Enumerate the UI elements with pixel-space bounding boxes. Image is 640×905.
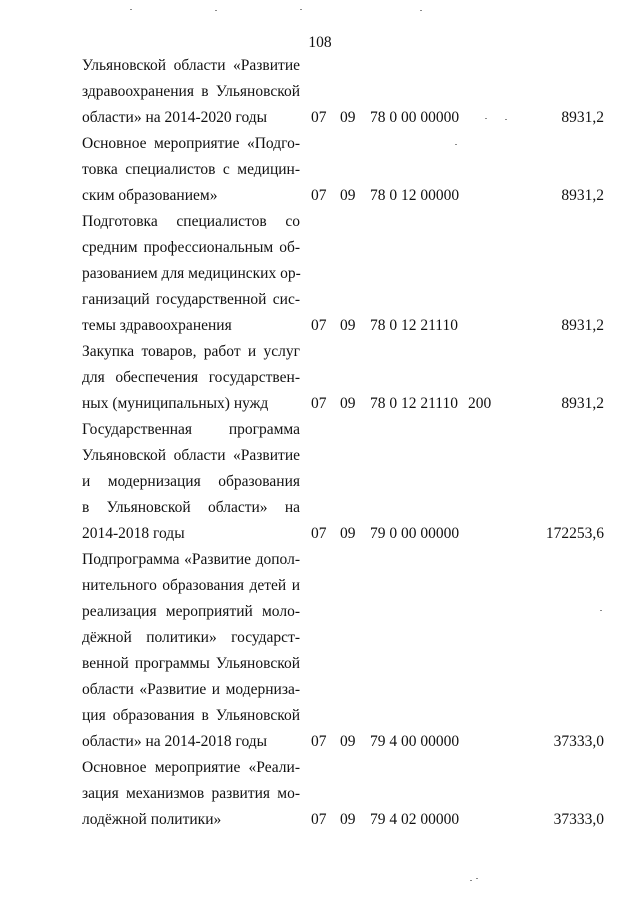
description-line: дёжной политики» государст- — [82, 629, 300, 646]
description-line: здравоохранения в Ульяновской — [82, 83, 300, 100]
amount: 37333,0 — [553, 811, 604, 828]
amount: 37333,0 — [553, 733, 604, 750]
description-line: Ульяновской области «Развитие — [82, 57, 300, 74]
subsection-code: 09 — [340, 109, 356, 126]
description-line: Основное мероприятие «Реали- — [82, 759, 300, 776]
description-line: нительного образования детей и — [82, 577, 300, 594]
section-code: 07 — [311, 395, 327, 412]
target-article-code: 78 0 12 00000 — [370, 187, 460, 204]
amount: 8931,2 — [561, 187, 604, 204]
description-line: реализация мероприятий моло- — [82, 603, 300, 620]
description-line: области» на 2014-2020 годы — [82, 109, 268, 126]
section-code: 07 — [311, 525, 327, 542]
section-code: 07 — [311, 733, 327, 750]
subsection-code: 09 — [340, 317, 356, 334]
scan-speck — [485, 118, 487, 119]
description-line: Государственная программа — [82, 421, 300, 438]
description-line: Подпрограмма «Развитие допол- — [82, 551, 300, 568]
description-line: товка специалистов с медицин- — [82, 161, 300, 178]
target-article-code: 78 0 00 00000 — [370, 109, 460, 126]
target-article-code: 79 0 00 00000 — [370, 525, 460, 542]
row-description — [82, 417, 300, 547]
section-code: 07 — [311, 317, 327, 334]
row-description — [82, 209, 300, 339]
description-line: ганизаций государственной сис- — [82, 291, 300, 308]
row-description — [82, 547, 300, 755]
scan-speck — [505, 119, 507, 120]
page-number: 108 — [308, 34, 332, 51]
row-description — [82, 755, 300, 833]
scan-speck — [300, 9, 302, 10]
scan-speck — [420, 10, 422, 11]
description-line: зация механизмов развития мо- — [82, 785, 300, 802]
amount: 172253,6 — [545, 525, 604, 542]
description-line: ных (муниципальных) нужд — [82, 395, 269, 412]
scan-speck — [130, 9, 132, 10]
target-article-code: 79 4 02 00000 — [370, 811, 460, 828]
description-line: лодёжной политики» — [82, 811, 222, 828]
amount: 8931,2 — [561, 317, 604, 334]
target-article-code: 78 0 12 21110 — [370, 395, 458, 412]
description-line: области «Развитие и модерниза- — [82, 681, 300, 698]
description-line: ским образованием» — [82, 187, 218, 204]
description-line: Основное мероприятие «Подго- — [82, 135, 300, 152]
row-description — [82, 339, 300, 417]
subsection-code: 09 — [340, 811, 356, 828]
target-article-code: 79 4 00 00000 — [370, 733, 460, 750]
scan-speck — [600, 610, 602, 611]
description-line: разованием для медицинских ор- — [82, 265, 301, 282]
section-code: 07 — [311, 811, 327, 828]
expense-type-code: 200 — [468, 395, 492, 412]
description-line: Закупка товаров, работ и услуг — [82, 343, 300, 360]
subsection-code: 09 — [340, 395, 356, 412]
target-article-code: 78 0 12 21110 — [370, 317, 458, 334]
scan-speck — [476, 878, 478, 879]
section-code: 07 — [311, 187, 327, 204]
description-line: венной программы Ульяновской — [82, 655, 300, 672]
amount: 8931,2 — [561, 395, 604, 412]
subsection-code: 09 — [340, 733, 356, 750]
scan-speck — [455, 144, 457, 145]
description-line: области» на 2014-2018 годы — [82, 733, 268, 750]
description-line: средним профессиональным об- — [82, 239, 300, 256]
description-line: для обеспечения государствен- — [82, 369, 300, 386]
row-description — [82, 53, 300, 131]
description-line: и модернизация образования — [82, 473, 300, 490]
description-line: ция образования в Ульяновской — [82, 707, 300, 724]
amount: 8931,2 — [561, 109, 604, 126]
subsection-code: 09 — [340, 187, 356, 204]
section-code: 07 — [311, 109, 327, 126]
row-description — [82, 131, 300, 209]
description-line: темы здравоохранения — [82, 317, 232, 334]
description-line: в Ульяновской области» на — [82, 499, 300, 516]
subsection-code: 09 — [340, 525, 356, 542]
description-line: 2014-2018 годы — [82, 525, 185, 542]
description-line: Подготовка специалистов со — [82, 213, 300, 230]
scan-speck — [470, 880, 472, 881]
description-line: Ульяновской области «Развитие — [82, 447, 300, 464]
scan-speck — [215, 10, 217, 11]
